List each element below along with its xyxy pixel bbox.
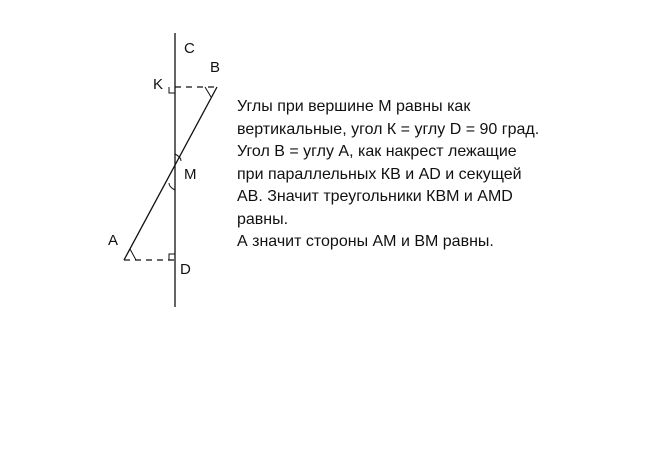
explanation-line: А значит стороны АМ и ВМ равны. bbox=[237, 233, 494, 250]
label-point-d: D bbox=[180, 261, 191, 278]
label-point-a: A bbox=[108, 232, 119, 249]
explanation-line: равны. bbox=[237, 210, 289, 228]
label-point-m: M bbox=[184, 166, 197, 183]
label-point-c: C bbox=[184, 40, 195, 57]
angle-mark-a bbox=[130, 249, 136, 260]
explanation-line: Угол В = углу А, как накрест лежащие bbox=[237, 143, 517, 160]
explanation-line: Углы при вершине М равны как bbox=[237, 98, 471, 115]
right-angle-mark-k bbox=[169, 87, 175, 93]
segment-ab bbox=[124, 87, 217, 260]
right-angle-mark-d bbox=[169, 254, 175, 260]
label-point-k: K bbox=[153, 76, 164, 93]
explanation-line: вертикальные, угол К = углу D = 90 град. bbox=[237, 120, 540, 138]
explanation-text bbox=[237, 96, 647, 254]
explanation-line: при параллельных КВ и AD и секущей bbox=[237, 165, 522, 183]
angle-arc-m-lower bbox=[169, 183, 175, 190]
label-point-b: B bbox=[210, 59, 221, 76]
angle-mark-b bbox=[205, 87, 211, 97]
explanation-line: АВ. Значит треугольники КВМ и AMD bbox=[237, 188, 513, 205]
